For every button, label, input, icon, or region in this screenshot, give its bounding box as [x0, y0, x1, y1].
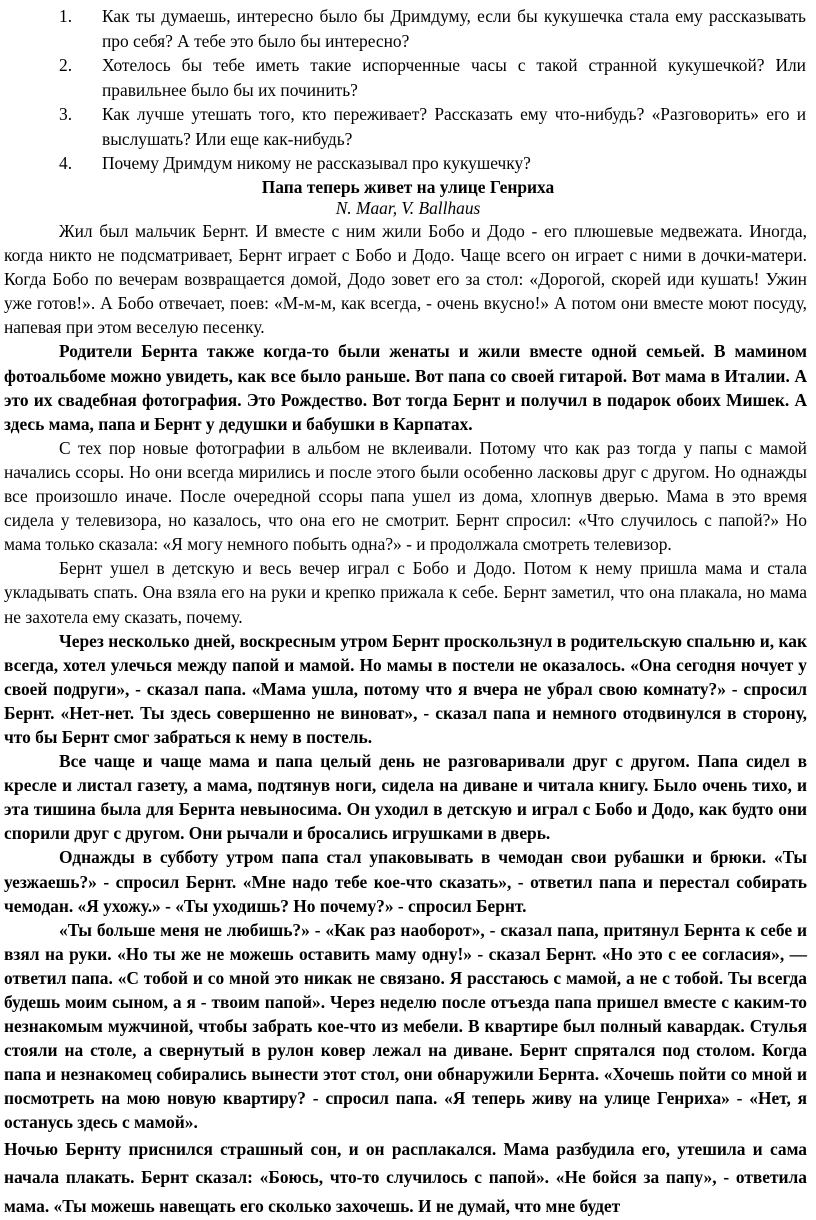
- question-item: [0, 151, 816, 176]
- question-number: 1.: [59, 6, 73, 26]
- story-paragraph: Однажды в субботу утром папа стал упаковывать в чемодан свои рубашки и брюки. «Ты уезжаешь?» - спросил Бернт. «Мне надо тебе кое-что сказать», - ответил папа и перестал собирать чемодан. «Я ухожу.» - «Ты уходишь? Но почему?» - спросил Бернт.: [4, 847, 807, 916]
- story-body: [4, 219, 807, 1220]
- story-paragraph: Все чаще и чаще мама и папа целый день не разговаривали друг с другом. Папа сидел в кресле и листал газету, а мама, подтянув ноги, сидела на диване и читала книгу. Было очень тихо, и эта тишина была для Бернта невыносима. Он уходил в детскую и играл с Бобо и Додо, как будто они спорили друг с другом. Они рычали и бросались игрушками в дверь.: [4, 751, 807, 844]
- story-authors: N. Maar, V. Ballhaus: [335, 198, 481, 218]
- question-item: [0, 53, 816, 102]
- question-item: [0, 102, 816, 151]
- story-paragraph: Жил был мальчик Бернт. И вместе с ним жили Бобо и Додо - его плюшевые медвежата. Иногда, когда никто не подсматривает, Бернт играет с Бобо и Додо. Чаще всего он играет с ними в дочки-матери. Когда Бобо по вечерам возвращается домой, Додо зовет его за стол: «Дорогой, скорей иди кушать! Ужин уже готов!». А Бобо отвечает, поев: «М-м-м, как всегда, - очень вкусно!» А потом они вместе моют посуду, напевая при этом веселую песенку.: [4, 221, 807, 338]
- question-number: 2.: [59, 55, 73, 75]
- question-text: Как ты думаешь, интересно было бы Дримдуму, если бы кукушечка стала ему рассказывать про себя? А тебе это было бы интересно?: [102, 6, 806, 51]
- question-item: [0, 4, 816, 53]
- question-text: Хотелось бы тебе иметь такие испорченные часы с такой странной кукушечкой? Или правильнее было бы их починить?: [102, 55, 806, 100]
- story-paragraph: Бернт ушел в детскую и весь вечер играл с Бобо и Додо. Потом к нему пришла мама и стала укладывать спать. Она взяла его на руки и крепко прижала к себе. Бернт заметил, что она плакала, но мама не захотела ему сказать, почему.: [4, 558, 807, 627]
- story-paragraph: Через несколько дней, воскресным утром Бернт проскользнул в родительскую спальню и, как всегда, хотел улечься между папой и мамой. Но мамы в постели не оказалось. «Она сегодня ночует у своей подруги», - сказал папа. «Мама ушла, потому что я вчера не убрал свою комнату?» - спросил Бернт. «Нет-нет. Ты здесь совершенно не виноват», - сказал папа и немного отодвинулся в сторону, что бы Бернт смог забраться к нему в постель.: [4, 630, 807, 747]
- question-number: 3.: [59, 104, 73, 124]
- story-paragraph: Ночью Бернту приснился страшный сон, и он расплакался. Мама разбудила его, утешила и сама начала плакать. Бернт сказал: «Боюсь, что-то случилось с папой». «Не бойся за папу», - ответила мама. «Ты можешь навещать его сколько захочешь. И не думай, что мне будет: [4, 1138, 807, 1216]
- question-number: 4.: [59, 153, 73, 173]
- question-list: [0, 4, 816, 176]
- story-paragraph: Родители Бернта также когда-то были женаты и жили вместе одной семьей. В мамином фотоальбоме можно увидеть, как все было раньше. Вот папа со своей гитарой. Вот мама в Италии. А это их свадебная фотография. Это Рождество. Вот тогда Бернт и получил в подарок обоих Мишек. А здесь мама, папа и Бернт у дедушки и бабушки в Карпатах.: [4, 341, 807, 434]
- story-title: Папа теперь живет на улице Генриха: [261, 177, 555, 197]
- question-text: Почему Дримдум никому не рассказывал про кукушечку?: [102, 153, 531, 173]
- story-paragraph: С тех пор новые фотографии в альбом не вклеивали. Потому что как раз тогда у папы с мамой начались ссоры. Но они всегда мирились и после этого были особенно ласковы друг с другом. Но однажды все произошло иначе. После очередной ссоры папа ушел из дома, хлопнув дверью. Мама в это время сидела у телевизора, но казалось, что она его не смотрит. Бернт спросил: «Что случилось с папой?» Но мама только сказала: «Я могу немного побыть одна?» - и продолжала смотреть телевизор.: [4, 437, 807, 555]
- question-text: Как лучше утешать того, кто переживает? Рассказать ему что-нибудь? «Разговорить» его и выслушать? Или еще как-нибудь?: [102, 104, 806, 149]
- story-paragraph: «Ты больше меня не любишь?» - «Как раз наоборот», - сказал папа, притянул Бернта к себе и взял на руки. «Но ты же не можешь оставить маму одну!» - сказал Бернт. «Но это с ее согласия», — ответил папа. «С тобой и со мной это никак не связано. Я расстаюсь с мамой, а не с тобой. Ты всегда будешь моим сыном, а я - твоим папой». Через неделю после отъезда папа пришел вместе с каким-то незнакомым мужчиной, чтобы забрать кое-что из мебели. В квартире был полный кавардак. Стулья стояли на столе, а свернутый в рулон ковер лежал на диване. Бернт спрятался под столом. Когда папа и незнакомец собирались вынести этот стол, они обнаружили Бернта. «Хочешь пойти со мной и посмотреть на мою новую квартиру? - спросил папа. «Я теперь живу на улице Генриха» - «Нет, я останусь здесь с мамой».: [4, 919, 807, 1133]
